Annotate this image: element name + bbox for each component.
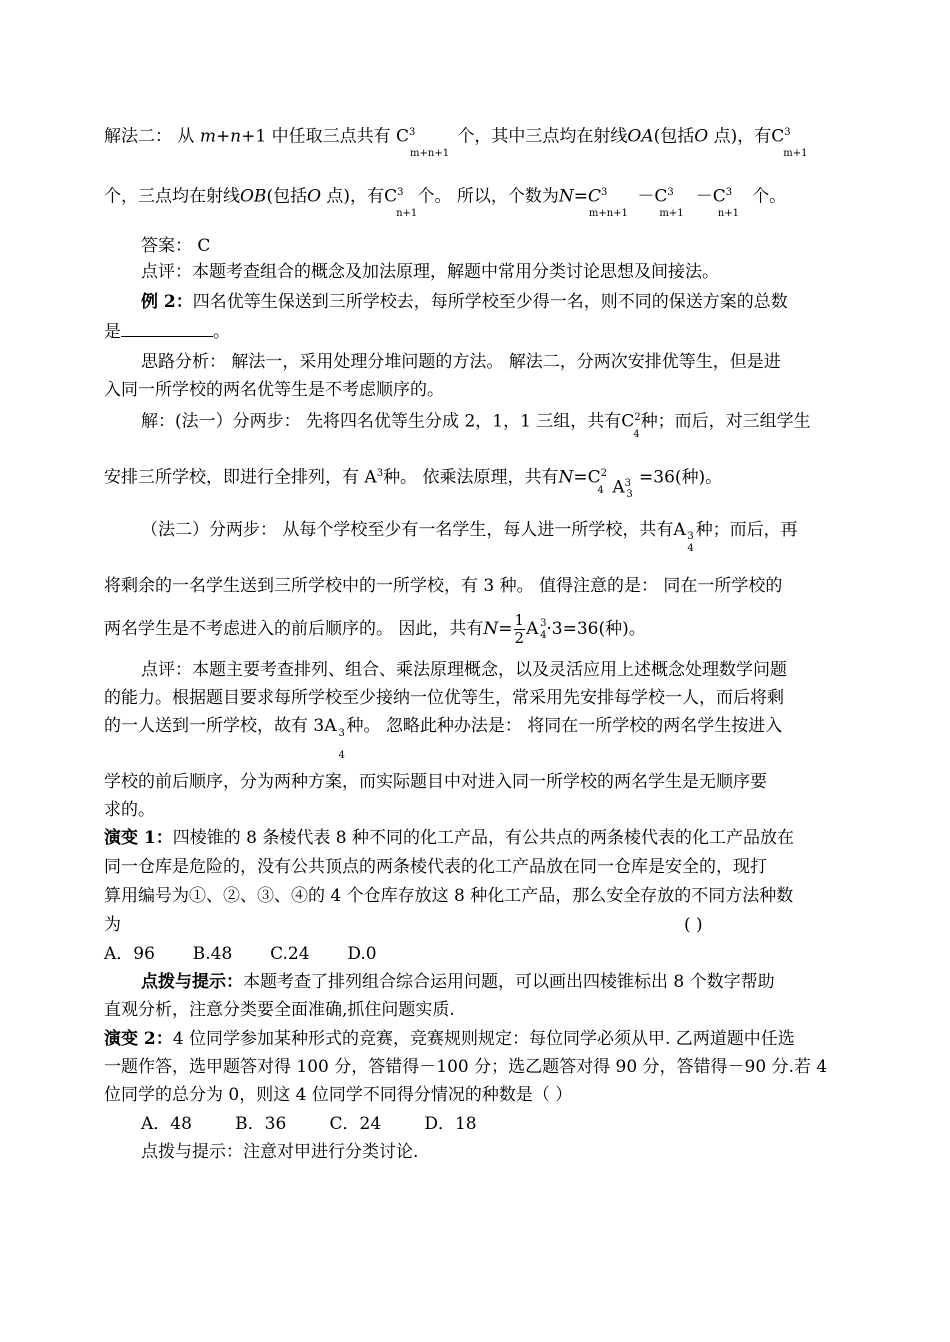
variation1-line1: 演变 1：四棱锥的 8 条棱代表 8 种不同的化工产品，有公共点的两条棱代表的化工产品放在	[104, 828, 794, 848]
answer-paren: ( )	[684, 915, 703, 935]
combination-symbol: $C^3$ n+1	[384, 186, 418, 219]
combination-symbol: $C^2$ 4	[621, 411, 641, 440]
text: 个，其中三点均在射线	[457, 126, 628, 147]
sol2-line3: 两名学生是不考虑进入的前后顺序的。 因此，共有N= $\frac{1}{2}$ A 3 4 ·3=36(种)。	[104, 611, 646, 647]
combination-symbol: $C^3$ m+n+1	[396, 126, 450, 159]
comment2-line2: 的能力。根据题目要求每所学校至少接纳一位优等生，常采用先安排每学校一人，而后将剩	[104, 688, 784, 708]
hint1-line2: 直观分析，注意分类要全面准确,抓住问题实质.	[104, 1000, 455, 1020]
variation2-line1: 演变 2：4 位同学参加某种形式的竞赛，竞赛规则规定：每位同学必须从甲. 乙两道题中任选	[104, 1029, 795, 1049]
text: +1 中任取三点共有	[241, 126, 391, 147]
hint1-line1: 点拨与提示：本题考查了排列组合综合运用问题，可以画出四棱锥标出 8 个数字帮助	[141, 972, 775, 992]
comment2-line1: 点评：本题主要考查排列、组合、乘法原理概念，以及灵活应用上述概念处理数学问题	[141, 660, 787, 680]
variation1-line3: 算用编号为①、②、③、④的 4 个仓库存放这 8 种化工产品，那么安全存放的不同方法种数	[104, 886, 794, 906]
sol2-line1: （法二）分两步： 从每个学校至少有一名学生，每人进一所学校，共有A 3 4 种；而后，再	[141, 520, 798, 554]
example2-line2: 是 。	[104, 318, 230, 344]
combination-symbol: $N=C^3$ m+n+1	[558, 186, 628, 219]
example-label: 例 2：	[141, 292, 193, 312]
math-var: m+n	[199, 126, 242, 147]
combination-symbol: $C^3$ m+1	[771, 126, 808, 159]
method2-line2: 个，三点均在射线OB(包括O 点)，有$C^3$ n+1 个。 所以，个数为$N=C^3$ m+n+1 $-C^3$ m+1 $-C^3$ n+1 个。	[104, 181, 786, 209]
answer-blank	[121, 318, 213, 337]
variation1-line4: 为	[104, 915, 121, 935]
variation1-options: A．96 B.48 C.24 D.0	[104, 944, 377, 964]
arrangement-symbol: A 3 4	[526, 618, 547, 641]
variation2-line2: 一题作答，选甲题答对得 100 分，答错得－100 分；选乙题答对得 90 分，答错得－90 分.若 4	[104, 1057, 828, 1077]
analysis-line1: 思路分析： 解法一，采用处理分堆问题的方法。 解法二，分两次安排优等生，但是进	[141, 352, 781, 372]
sol1-line2: 安排三所学校，即进行全排列，有 $A^3$种。 依乘法原理，共有$N=C^2$ 4 $A^3$ 3 =36(种)。	[104, 462, 722, 490]
comment2-line4: 学校的前后顺序，分为两种方案，而实际题目中对进入同一所学校的两名学生是无顺序要	[104, 772, 767, 792]
combination-symbol: $-C^3$ n+1	[695, 186, 739, 219]
comment2-line3: 的一人送到一所学校，故有 3A 3 4 种。 忽略此种办法是： 将同在一所学校的两名学生按进入	[104, 716, 783, 761]
comment2-line5: 求的。	[104, 800, 155, 820]
analysis-line2: 入同一所学校的两名优等生是不考虑顺序的。	[104, 380, 444, 400]
example2-line1: 例 2：四名优等生保送到三所学校去，每所学校至少得一名，则不同的保送方案的总数	[141, 292, 788, 312]
fraction: $\frac{1}{2}$	[514, 611, 525, 647]
combination-symbol: $-C^3$ m+1	[637, 186, 684, 219]
variation1-line2: 同一仓库是危险的，没有公共顶点的两条棱代表的化工产品放在同一仓库是安全的，现打	[104, 857, 767, 877]
hint2: 点拨与提示：注意对甲进行分类讨论.	[141, 1142, 419, 1162]
text: 解法二： 从	[104, 126, 195, 147]
sol2-line2: 将剩余的一名学生送到三所学校中的一所学校，有 3 种。 值得注意的是： 同在一所学校的	[104, 576, 783, 596]
arrangement-symbol: A 3 4	[673, 520, 694, 554]
method2-line1: 解法二： 从 m+n+1 中任取三点共有 $C^3$ m+n+1 个，其中三点均在射线OA(包括O 点)，有$C^3$ m+1	[104, 121, 791, 149]
arrangement-symbol: $A^3$ 3	[612, 477, 633, 500]
sol1-line1: 解：(法一）分两步： 先将四名优等生分成 2，1，1 三组，共有$C^2$ 4 种；而后，对三组学生	[141, 406, 811, 434]
variation2-options: A．48 B．36 C．24 D．18	[141, 1114, 477, 1134]
answer-line: 答案： C	[141, 236, 211, 256]
variation2-line3: 位同学的总分为 0，则这 4 位同学不同得分情况的种数是（ ）	[104, 1085, 573, 1105]
comment1: 点评：本题考查组合的概念及加法原理，解题中常用分类讨论思想及间接法。	[141, 262, 719, 282]
combination-symbol: $=C^2$ 4	[573, 467, 607, 496]
